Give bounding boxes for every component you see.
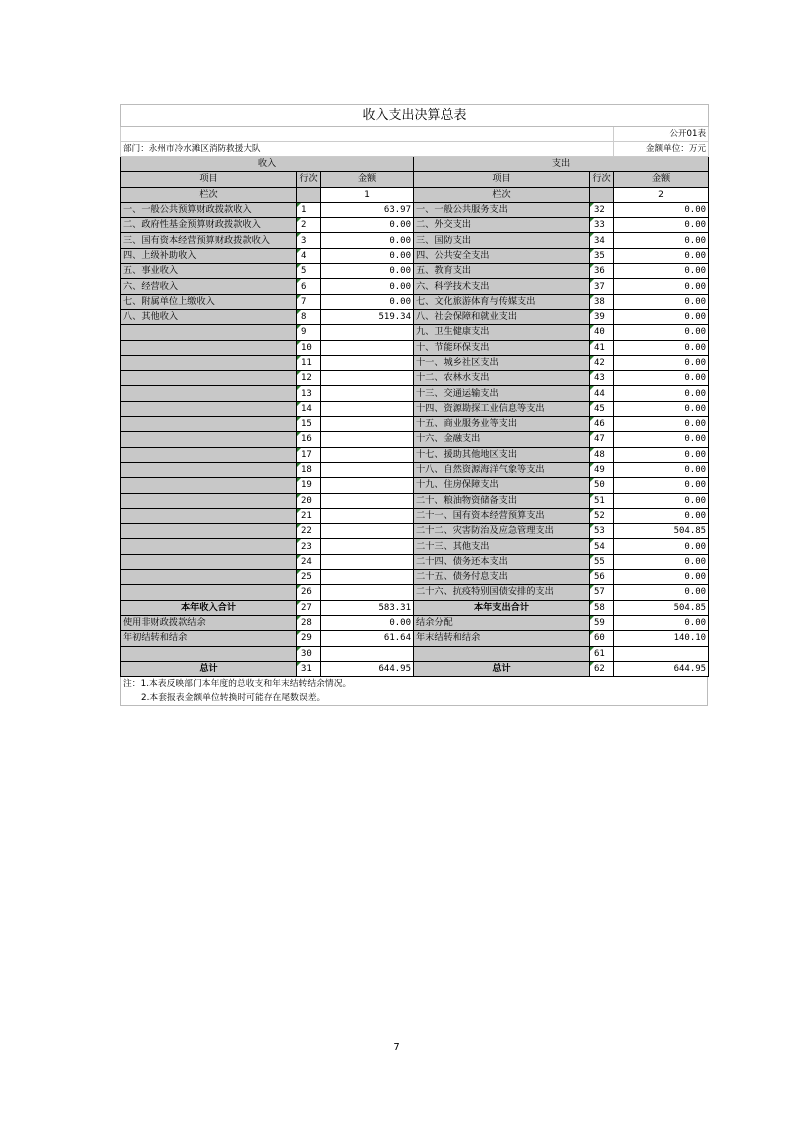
expense-line: 55 (590, 554, 614, 569)
table-row (121, 386, 709, 401)
income-item (121, 524, 297, 539)
income-amount (321, 554, 414, 569)
table-row (121, 631, 709, 646)
income-item-header: 项目 (121, 172, 297, 187)
expense-amount: 0.00 (614, 294, 709, 309)
expense-amount: 0.00 (614, 355, 709, 370)
table-row (121, 248, 709, 263)
table-title: 收入支出决算总表 (121, 105, 709, 127)
expense-amount: 0.00 (614, 325, 709, 340)
income-line: 2 (297, 218, 321, 233)
expense-item (414, 646, 590, 661)
income-line: 26 (297, 585, 321, 600)
income-amount (321, 493, 414, 508)
table-row (121, 493, 709, 508)
table-row (121, 570, 709, 585)
income-line: 16 (297, 432, 321, 447)
income-line: 29 (297, 631, 321, 646)
form-code: 公开01表 (614, 127, 709, 142)
income-line-header: 行次 (297, 172, 321, 187)
expense-column-label: 栏次 (414, 187, 590, 202)
expense-item: 二十五、债务付息支出 (414, 570, 590, 585)
income-item: 七、附属单位上缴收入 (121, 294, 297, 309)
expense-item: 七、文化旅游体育与传媒支出 (414, 294, 590, 309)
expense-line: 32 (590, 202, 614, 217)
expense-amount: 0.00 (614, 264, 709, 279)
expense-amount (614, 646, 709, 661)
table-row (121, 309, 709, 324)
table-row (121, 554, 709, 569)
page-number: 7 (393, 1042, 400, 1053)
subtotal-row (121, 600, 709, 615)
income-line: 19 (297, 478, 321, 493)
expense-line: 62 (590, 661, 614, 676)
income-amount (321, 447, 414, 462)
income-line: 18 (297, 462, 321, 477)
expense-line: 59 (590, 615, 614, 630)
income-line: 24 (297, 554, 321, 569)
expense-item: 二十四、债务还本支出 (414, 554, 590, 569)
expense-amount: 0.00 (614, 218, 709, 233)
expense-amount: 0.00 (614, 279, 709, 294)
income-amount: 0.00 (321, 294, 414, 309)
expense-line: 37 (590, 279, 614, 294)
expense-item: 一、一般公共服务支出 (414, 202, 590, 217)
income-amount (321, 401, 414, 416)
income-item (121, 508, 297, 523)
income-item (121, 355, 297, 370)
expense-line: 35 (590, 248, 614, 263)
expense-item-header: 项目 (414, 172, 590, 187)
department-label: 部门：永州市冷水滩区消防救援大队 (121, 142, 414, 157)
income-col-number: 1 (321, 187, 414, 202)
expense-amount: 0.00 (614, 432, 709, 447)
table-row (121, 279, 709, 294)
income-line: 20 (297, 493, 321, 508)
expense-line: 58 (590, 600, 614, 615)
income-amount (321, 646, 414, 661)
income-amount: 519.34 (321, 309, 414, 324)
income-line: 4 (297, 248, 321, 263)
income-line: 11 (297, 355, 321, 370)
income-amount (321, 432, 414, 447)
expense-amount: 0.00 (614, 615, 709, 630)
income-line: 13 (297, 386, 321, 401)
table-row (121, 478, 709, 493)
expense-line: 49 (590, 462, 614, 477)
table-row (121, 539, 709, 554)
table-row (121, 615, 709, 630)
expense-line: 36 (590, 264, 614, 279)
table-row (121, 325, 709, 340)
income-item (121, 570, 297, 585)
expense-amount: 0.00 (614, 233, 709, 248)
expense-item: 年末结转和结余 (414, 631, 590, 646)
unit-label: 金额单位：万元 (614, 142, 709, 157)
expense-amount-header: 金额 (614, 172, 709, 187)
expense-line: 45 (590, 401, 614, 416)
income-amount (321, 539, 414, 554)
expense-item: 九、卫生健康支出 (414, 325, 590, 340)
table-row (121, 294, 709, 309)
expense-header: 支出 (414, 157, 709, 172)
expense-item: 四、公共安全支出 (414, 248, 590, 263)
expense-line: 33 (590, 218, 614, 233)
income-line: 1 (297, 202, 321, 217)
income-line: 15 (297, 417, 321, 432)
income-item (121, 646, 297, 661)
income-line: 25 (297, 570, 321, 585)
expense-amount: 0.00 (614, 401, 709, 416)
income-line: 3 (297, 233, 321, 248)
expense-amount: 504.85 (614, 524, 709, 539)
expense-item: 十七、援助其他地区支出 (414, 447, 590, 462)
income-amount (321, 386, 414, 401)
income-line: 8 (297, 309, 321, 324)
table-row (121, 524, 709, 539)
table-row (121, 371, 709, 386)
income-item: 一、一般公共预算财政拨款收入 (121, 202, 297, 217)
expense-amount: 0.00 (614, 570, 709, 585)
income-item (121, 478, 297, 493)
income-line: 17 (297, 447, 321, 462)
income-amount (321, 371, 414, 386)
income-amount: 583.31 (321, 600, 414, 615)
expense-amount: 140.10 (614, 631, 709, 646)
income-line: 28 (297, 615, 321, 630)
expense-line: 61 (590, 646, 614, 661)
expense-item: 十二、农林水支出 (414, 371, 590, 386)
table-row (121, 646, 709, 661)
income-amount (321, 340, 414, 355)
income-item: 八、其他收入 (121, 309, 297, 324)
income-line: 27 (297, 600, 321, 615)
income-item: 二、政府性基金预算财政拨款收入 (121, 218, 297, 233)
expense-amount: 0.00 (614, 539, 709, 554)
expense-line: 43 (590, 371, 614, 386)
income-item (121, 462, 297, 477)
income-amount: 0.00 (321, 264, 414, 279)
income-item (121, 325, 297, 340)
income-item (121, 340, 297, 355)
table-row (121, 233, 709, 248)
expense-line: 52 (590, 508, 614, 523)
income-line: 23 (297, 539, 321, 554)
income-header: 收入 (121, 157, 414, 172)
expense-item: 十一、城乡社区支出 (414, 355, 590, 370)
income-column-label: 栏次 (121, 187, 297, 202)
table-row (121, 264, 709, 279)
income-item: 六、经营收入 (121, 279, 297, 294)
expense-line: 60 (590, 631, 614, 646)
income-amount: 0.00 (321, 218, 414, 233)
expense-amount: 0.00 (614, 371, 709, 386)
expense-item: 二十六、抗疫特别国债安排的支出 (414, 585, 590, 600)
expense-item: 十四、资源勘探工业信息等支出 (414, 401, 590, 416)
expense-line: 57 (590, 585, 614, 600)
note-2: 2.本套报表金额单位转换时可能存在尾数误差。 (141, 693, 326, 704)
income-item (121, 447, 297, 462)
income-item: 本年收入合计 (121, 600, 297, 615)
expense-line: 39 (590, 309, 614, 324)
table-row (121, 585, 709, 600)
expense-line: 41 (590, 340, 614, 355)
income-item: 五、事业收入 (121, 264, 297, 279)
expense-item: 二十、粮油物资储备支出 (414, 493, 590, 508)
table-row (121, 340, 709, 355)
expense-amount: 0.00 (614, 202, 709, 217)
income-line: 9 (297, 325, 321, 340)
expense-amount: 0.00 (614, 447, 709, 462)
expense-amount: 0.00 (614, 585, 709, 600)
table-row (121, 218, 709, 233)
table-row (121, 462, 709, 477)
expense-amount: 0.00 (614, 386, 709, 401)
income-amount: 63.97 (321, 202, 414, 217)
table-row (121, 508, 709, 523)
summary-table (120, 104, 709, 677)
income-item (121, 539, 297, 554)
expense-item: 总计 (414, 661, 590, 676)
expense-item: 六、科学技术支出 (414, 279, 590, 294)
income-amount (321, 325, 414, 340)
expense-line-header: 行次 (590, 172, 614, 187)
income-amount: 0.00 (321, 233, 414, 248)
income-item: 总计 (121, 661, 297, 676)
income-item (121, 371, 297, 386)
income-item (121, 432, 297, 447)
expense-item: 三、国防支出 (414, 233, 590, 248)
expense-line: 47 (590, 432, 614, 447)
expense-item: 本年支出合计 (414, 600, 590, 615)
expense-item: 十、节能环保支出 (414, 340, 590, 355)
income-item (121, 386, 297, 401)
income-amount: 61.64 (321, 631, 414, 646)
expense-line: 48 (590, 447, 614, 462)
income-item (121, 554, 297, 569)
income-item: 使用非财政拨款结余 (121, 615, 297, 630)
note-1: 注：1.本表反映部门本年度的总收支和年末结转结余情况。 (123, 679, 352, 690)
expense-item: 十五、商业服务业等支出 (414, 417, 590, 432)
expense-line: 34 (590, 233, 614, 248)
table-row (121, 417, 709, 432)
table-row (121, 355, 709, 370)
income-amount (321, 570, 414, 585)
expense-col-number: 2 (614, 187, 709, 202)
expense-item: 五、教育支出 (414, 264, 590, 279)
expense-item: 二十一、国有资本经营预算支出 (414, 508, 590, 523)
income-line: 5 (297, 264, 321, 279)
income-amount: 0.00 (321, 279, 414, 294)
income-amount-header: 金额 (321, 172, 414, 187)
expense-amount: 0.00 (614, 309, 709, 324)
table-row (121, 202, 709, 217)
income-item: 年初结转和结余 (121, 631, 297, 646)
expense-amount: 0.00 (614, 493, 709, 508)
expense-amount: 0.00 (614, 508, 709, 523)
expense-amount: 504.85 (614, 600, 709, 615)
income-item: 四、上级补助收入 (121, 248, 297, 263)
income-line: 10 (297, 340, 321, 355)
expense-item: 二十二、灾害防治及应急管理支出 (414, 524, 590, 539)
expense-item: 二十三、其他支出 (414, 539, 590, 554)
income-line: 6 (297, 279, 321, 294)
income-amount (321, 462, 414, 477)
income-line: 30 (297, 646, 321, 661)
income-line: 12 (297, 371, 321, 386)
expense-line: 51 (590, 493, 614, 508)
expense-item: 十三、交通运输支出 (414, 386, 590, 401)
income-amount: 644.95 (321, 661, 414, 676)
income-item (121, 493, 297, 508)
income-amount (321, 585, 414, 600)
budget-summary-sheet (120, 104, 708, 706)
income-item: 三、国有资本经营预算财政拨款收入 (121, 233, 297, 248)
income-line: 14 (297, 401, 321, 416)
expense-line: 54 (590, 539, 614, 554)
expense-item: 十六、金融支出 (414, 432, 590, 447)
expense-line: 46 (590, 417, 614, 432)
income-amount: 0.00 (321, 615, 414, 630)
expense-amount: 0.00 (614, 417, 709, 432)
income-line: 22 (297, 524, 321, 539)
expense-item: 结余分配 (414, 615, 590, 630)
expense-amount: 0.00 (614, 554, 709, 569)
income-amount (321, 355, 414, 370)
expense-item: 二、外交支出 (414, 218, 590, 233)
expense-amount: 0.00 (614, 462, 709, 477)
expense-line: 42 (590, 355, 614, 370)
expense-line: 50 (590, 478, 614, 493)
income-line: 7 (297, 294, 321, 309)
income-amount (321, 478, 414, 493)
expense-line: 44 (590, 386, 614, 401)
income-item (121, 417, 297, 432)
notes-block (120, 677, 708, 706)
income-amount (321, 508, 414, 523)
income-line: 21 (297, 508, 321, 523)
table-row (121, 432, 709, 447)
expense-item: 八、社会保障和就业支出 (414, 309, 590, 324)
expense-item: 十八、自然资源海洋气象等支出 (414, 462, 590, 477)
expense-amount: 0.00 (614, 478, 709, 493)
income-item (121, 401, 297, 416)
income-amount (321, 417, 414, 432)
expense-item: 十九、住房保障支出 (414, 478, 590, 493)
expense-amount: 0.00 (614, 248, 709, 263)
expense-line: 38 (590, 294, 614, 309)
income-item (121, 585, 297, 600)
expense-line: 56 (590, 570, 614, 585)
expense-amount: 644.95 (614, 661, 709, 676)
income-line: 31 (297, 661, 321, 676)
expense-line: 40 (590, 325, 614, 340)
total-row (121, 661, 709, 676)
table-row (121, 401, 709, 416)
expense-line: 53 (590, 524, 614, 539)
expense-amount: 0.00 (614, 340, 709, 355)
table-row (121, 447, 709, 462)
income-amount (321, 524, 414, 539)
income-amount: 0.00 (321, 248, 414, 263)
